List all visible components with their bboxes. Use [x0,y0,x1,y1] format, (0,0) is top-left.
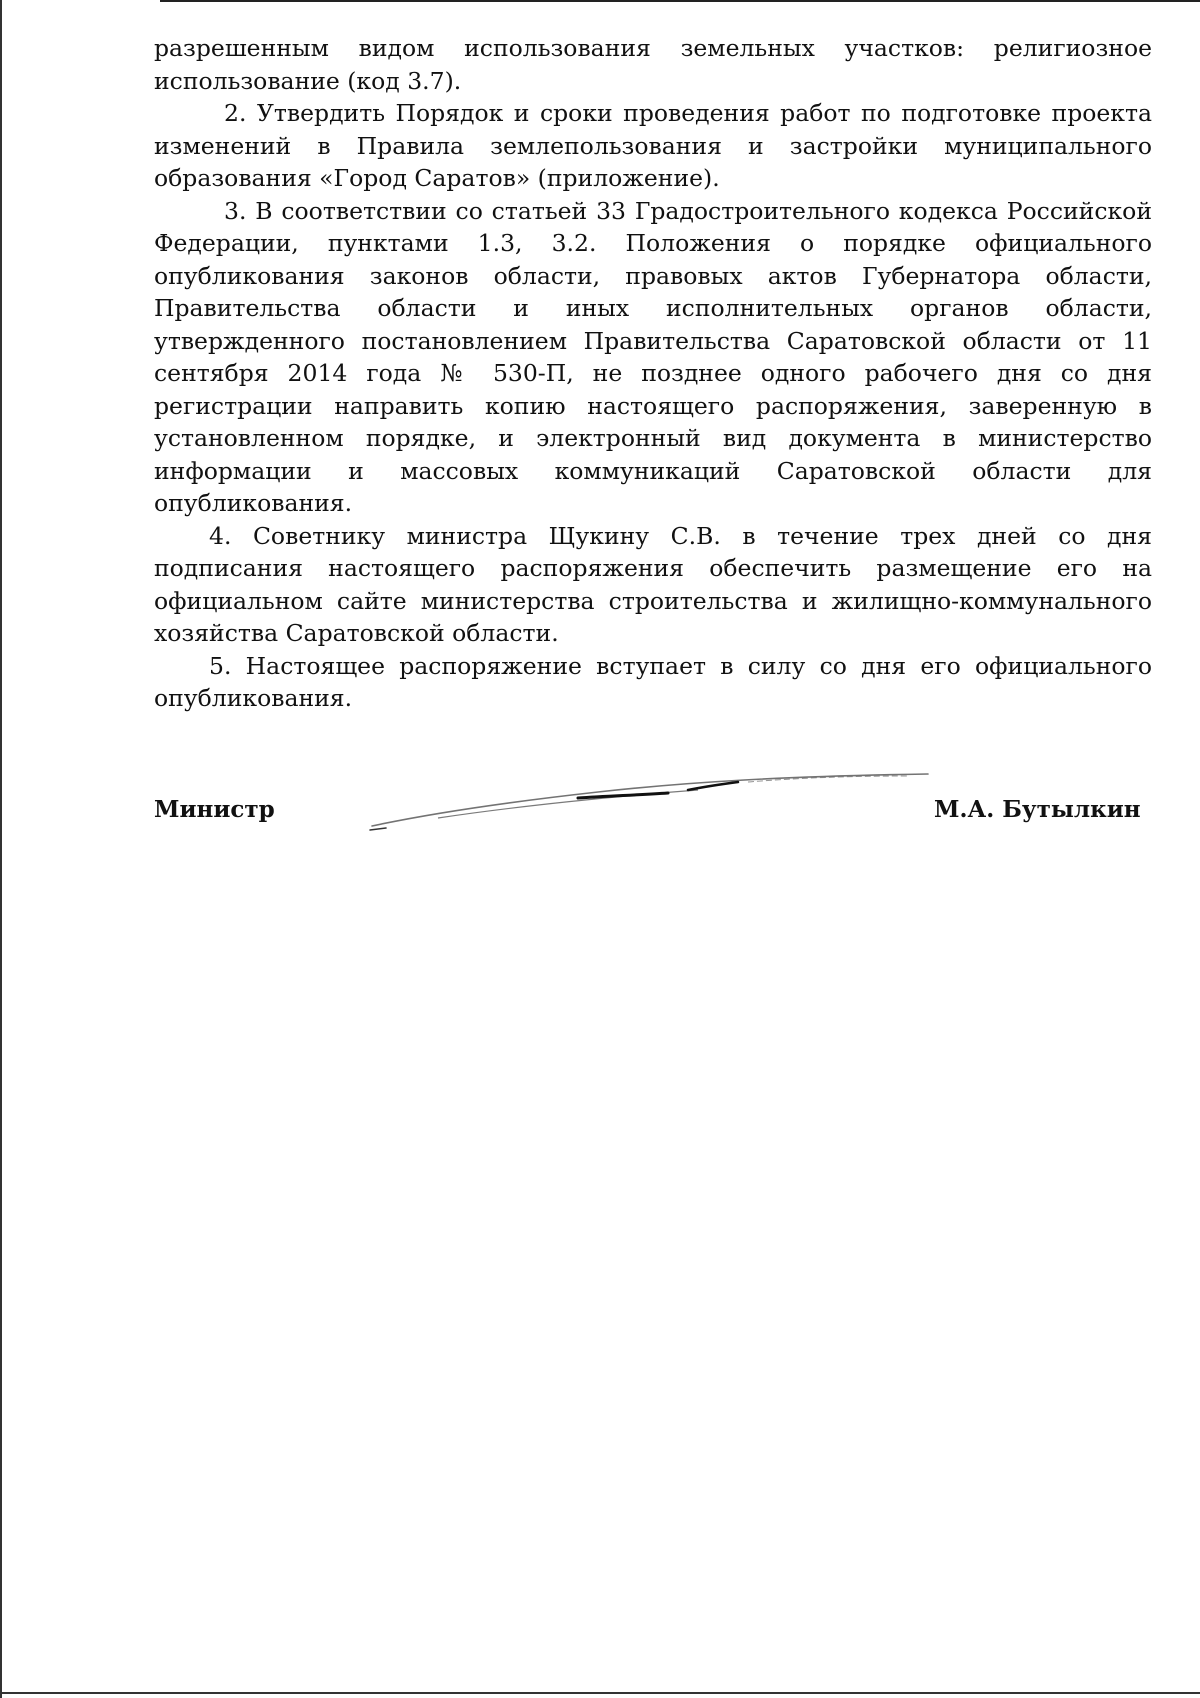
paragraph-item-4: 4. Советнику министра Щукину С.В. в течение трех дней со дня подписания настоящего распоряжения обеспечить размещение его на официальном сайте министерства строительства и жилищно-коммунального хозяйства Саратовской области. [154,521,1152,647]
paragraph-continuation: разрешенным видом использования земельных участков: религиозное использование (код 3.7). [154,34,1152,95]
signatory-name: М.А. Бутылкин [934,796,1141,823]
signatory-title: Министр [154,796,275,823]
bottom-border-line [0,1692,1200,1694]
paragraph-item-5: 5. Настоящее распоряжение вступает в силу со дня его официального опубликования. [154,651,1152,712]
top-border-line [160,0,1200,2]
left-border-line [0,0,2,1698]
paragraph-item-3: 3. В соответствии со статьей 33 Градостроительного кодекса Российской Федерации, пунктами 1.3, 3.2. Положения о порядке официального опубликования законов области, правовых актов Губернатора области, Правительства области и иных исполнительных органов области, утвержденного постановлением Правительства Саратовской области от 11 сентября 2014 года № 530-П, не позднее одного рабочего дня со дня регистрации направить копию настоящего распоряжения, заверенную в установленном порядке, и электронный вид документа в министерство информации и массовых коммуникаций Саратовской области для опубликования. [154,196,1152,517]
handwritten-signature [368,762,948,834]
document-body [154,32,1152,715]
paragraph-item-2: 2. Утвердить Порядок и сроки проведения работ по подготовке проекта изменений в Правила землепользования и застройки муниципального образования «Город Саратов» (приложение). [154,99,1152,192]
